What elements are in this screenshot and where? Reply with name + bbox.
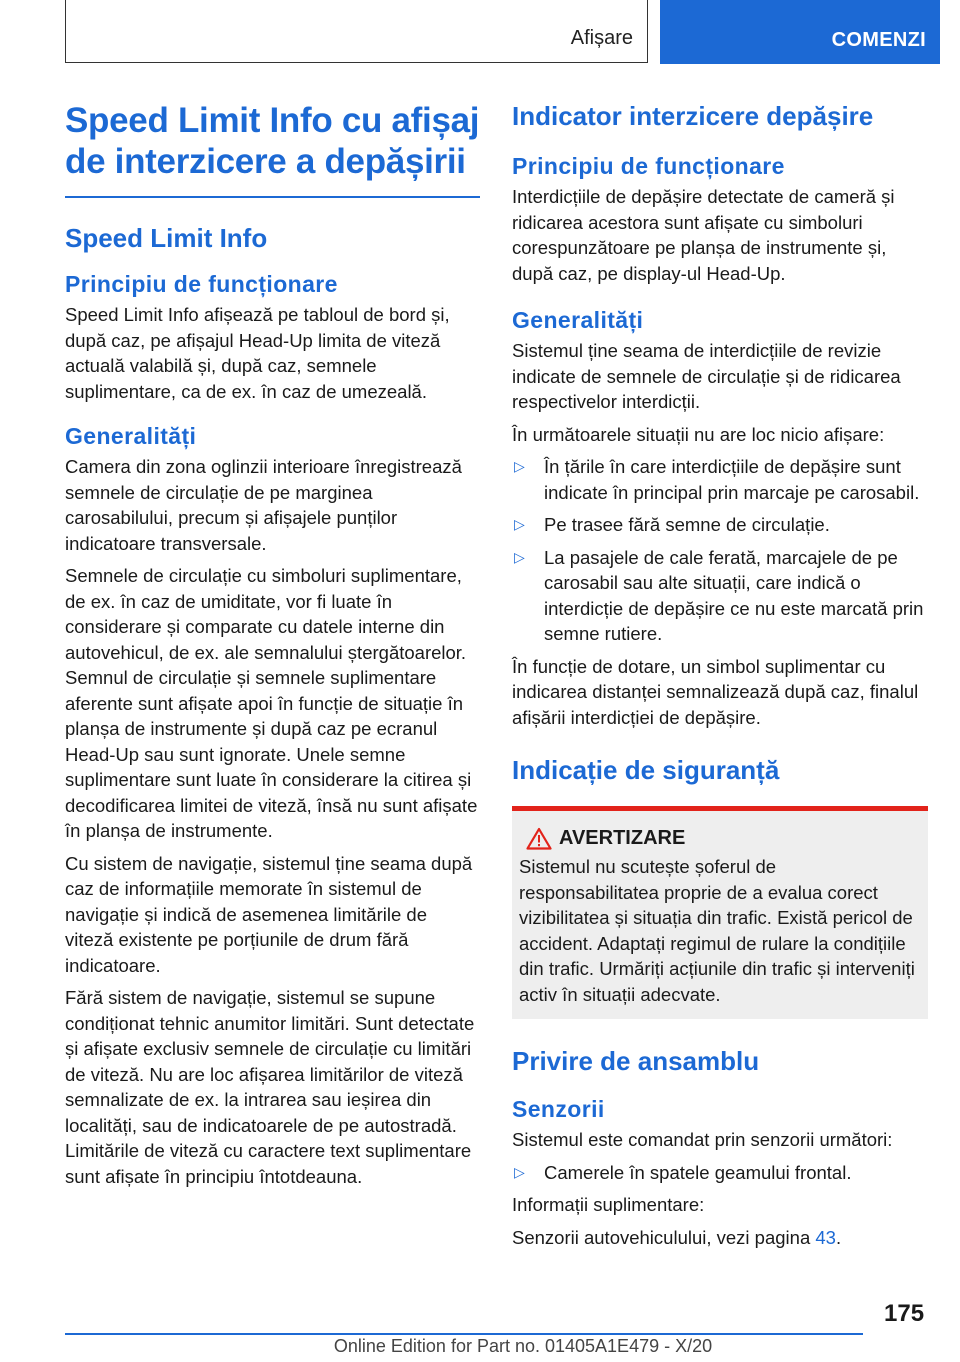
triangle-bullet-icon: ▷ <box>514 516 525 532</box>
section-tab <box>65 0 648 63</box>
list-item: ▷ La pasajele de cale ferată, marcajele de pe carosabil sau alte situații, care indică o interdicție de depășire ce nu este marcată prin semne rutiere. <box>512 545 928 647</box>
heading-overview: Privire de ansamblu <box>512 1046 760 1076</box>
paragraph: Cu sistem de navigație, sistemul ține seama după caz de informațiile memorate în sistemul de navigație și indică de asemenea limitările de viteză existente pe porțiunile de drum fără indicatoare. <box>65 852 473 976</box>
heading-principle: Principiu de funcționare <box>512 153 785 179</box>
page-link[interactable]: 43 <box>815 1226 836 1248</box>
right-column <box>512 100 928 1257</box>
paragraph: Sistemul este comandat prin senzorii următori: <box>512 1129 893 1150</box>
warning-triangle-icon <box>519 827 559 850</box>
warning-label: AVERTIZARE <box>559 827 686 849</box>
chapter-tab-label: COMENZI <box>831 29 926 51</box>
footer-divider <box>65 1333 863 1335</box>
paragraph: Informații suplimentare: <box>512 1194 705 1215</box>
triangle-bullet-icon: ▷ <box>514 458 525 474</box>
section-tab-label: Afișare <box>570 27 633 49</box>
paragraph: Sistemul ține seama de interdicțiile de revizie indicate de semnele de circulație și de ridicarea respectivelor interdicții. <box>512 340 901 412</box>
triangle-bullet-icon: ▷ <box>514 1163 525 1180</box>
paragraph: Camera din zona oglinzii interioare înregistrează semnele de circulație de pe marginea carosabilului, precum și afișajele punților indicatoare transversale. <box>65 456 462 554</box>
page-title: Speed Limit Info cu afișaj de interzicere a depășirii <box>65 100 480 198</box>
paragraph: În funcție de dotare, un simbol suplimentar cu indicarea distanței semnalizează după caz, finalul afișării interdicției de depășire. <box>512 655 919 728</box>
list-item: ▷ Pe trasee fără semne de circulație. <box>512 512 928 538</box>
paragraph: Fără sistem de navigație, sistemul se supune condiționat tehnic anumitor limitări. Sunt detectate și afișate exclusiv semnele de circulație cu limitări de viteză. Nu are loc afișarea limitărilor de viteză semnalizate de ex. la intrarea sau ieșirea din localități, sau de indicatoarele de pe autostradă. Limitările de viteză cu caractere text suplimentare sunt afișate în principiu întotdeauna. <box>65 987 475 1187</box>
chapter-tab <box>660 0 940 64</box>
paragraph: Semnele de circulație cu simboluri suplimentare, de ex. în caz de umiditate, vor fi luate în considerare și comparate cu datele interne din autovehicul, de ex. ale semnalului ștergătoarelor. Semnul de circulație și semnele suplimentare aferente sunt afișate apoi în funcție de situație în planșa de instrumente și după caz pe ecranul Head-Up sau sunt ignorate. Unele semne suplimentare sunt luate în considerare la citirea și decodificarea limitei de viteză, însă nu sunt afișate în planșa de instrumente. <box>65 565 478 841</box>
warning-box <box>512 806 928 1019</box>
heading-sensors: Senzorii <box>512 1096 605 1122</box>
heading-overtaking-indicator: Indicator interzicere depășire <box>512 101 874 131</box>
heading-safety: Indicație de siguranță <box>512 755 780 785</box>
warning-header <box>519 827 920 850</box>
page-number: 175 <box>884 1300 925 1327</box>
list-item: ▷ În țările în care interdicțiile de depășire sunt indicate în principal prin marcaje pe carosabil. <box>512 454 928 505</box>
triangle-bullet-icon: ▷ <box>514 548 525 565</box>
heading-speed-limit-info: Speed Limit Info <box>65 223 268 253</box>
paragraph-reference: Senzorii autovehiculului, vezi pagina 43. <box>512 1226 842 1248</box>
paragraph: Interdicțiile de depășire detectate de cameră și ridicarea acestora sunt afișate cu simboluri corespunzătoare pe planșa de instrumente și, după caz, pe display-ul Head-Up. <box>512 186 895 284</box>
paragraph: Speed Limit Info afișează pe tabloul de bord și, după caz, pe afișajul Head-Up limita de viteză actuală valabilă și, după caz, semnele suplimentare, ca de ex. în caz de umezeală. <box>65 304 450 402</box>
heading-principle: Principiu de funcționare <box>65 271 338 297</box>
warning-text: Sistemul nu scutește șoferul de responsabilitatea proprie de a evalua corect vizibilitatea și situația din trafic. Există pericol de accident. Adaptați regimul de rulare la condițiile din trafic. Urmăriți acțiunile din trafic și interveniți activ în situații adecvate. <box>519 856 915 1005</box>
paragraph: În următoarele situații nu are loc nicio afișare: <box>512 423 885 445</box>
heading-general: Generalități <box>65 423 197 449</box>
heading-general: Generalități <box>512 307 644 333</box>
left-column <box>65 100 480 1196</box>
list-item: ▷ Camerele în spatele geamului frontal. <box>512 1160 928 1186</box>
footer-edition: Online Edition for Part no. 01405A1E479 - X/20 <box>333 1336 713 1356</box>
